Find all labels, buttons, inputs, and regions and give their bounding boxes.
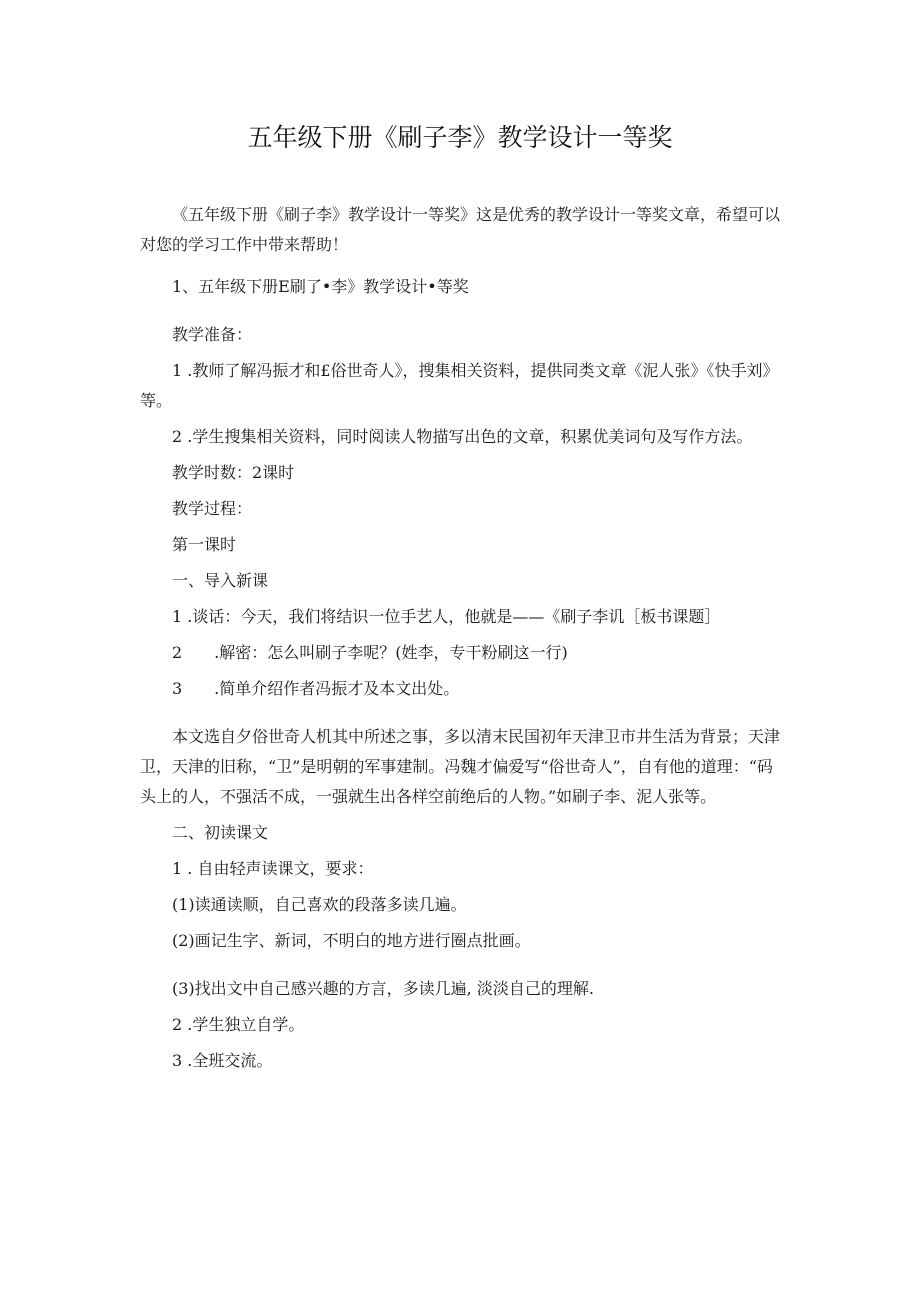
part-one-heading: 一、导入新课 <box>172 571 269 590</box>
document-title: 五年级下册《刷子李》教学设计一等奖 <box>247 123 673 152</box>
part-two-item-1: 1 . 自由轻声读课文，要求： <box>172 859 374 878</box>
document-body <box>140 200 780 1076</box>
requirement-1: (1)读通读顺，自己喜欢的段落多读几遍。 <box>172 895 467 914</box>
prep-item-1: 1 .教师了解冯振才和£俗世奇人》，搜集相关资料，提供同类文章《泥人张》《快手刘》等。 <box>140 361 779 410</box>
class-hours: 教学时数：2课时 <box>172 463 295 482</box>
part-one-item-2: 2 .解密：怎么叫刷子李呢？(姓李，专干粉刷这一行) <box>172 643 568 662</box>
requirement-2: (2)画记生字、新词，不明白的地方进行圈点批画。 <box>172 931 531 950</box>
requirement-3: (3)找出文中自己感兴趣的方言，多读几遍, 淡淡自己的理解. <box>172 979 594 998</box>
part-two-item-2: 2 .学生独立自学。 <box>172 1015 305 1034</box>
source-paragraph: 本文选自夕俗世奇人机其中所述之事，多以清末民国初年天津卫市井生活为背景；天津卫，天津的旧称，“卫”是明朝的军事建制。冯魏才偏爱写“俗世奇人”，自有他的道理：“码头上的人，不强活不成，一强就生出各样空前绝后的人物。”如刷子李、泥人张等。 <box>140 727 781 806</box>
part-two-item-3: 3 .全班交流。 <box>172 1051 273 1070</box>
lesson-one-heading: 第一课时 <box>172 535 237 554</box>
prep-heading: 教学准备： <box>172 325 253 344</box>
section-heading: 1、五年级下册E刷了•李》教学设计•等奖 <box>172 277 469 296</box>
part-one-item-1: 1 .谈话：今天，我们将结识一位手艺人，他就是——《刷子李讥［板书课题］ <box>172 607 721 626</box>
prep-item-2: 2 .学生搜集相关资料，同时阅读人物描写出色的文章，积累优美词句及写作方法。 <box>172 427 753 446</box>
part-one-item-3: 3 .简单介绍作者冯振才及本文出处。 <box>172 679 460 698</box>
part-two-heading: 二、初读课文 <box>172 823 269 842</box>
process-heading: 教学过程： <box>172 499 253 518</box>
intro-paragraph: 《五年级下册《刷子李》教学设计一等奖》这是优秀的教学设计一等奖文章，希望可以对您的学习工作中带来帮助！ <box>140 205 781 254</box>
